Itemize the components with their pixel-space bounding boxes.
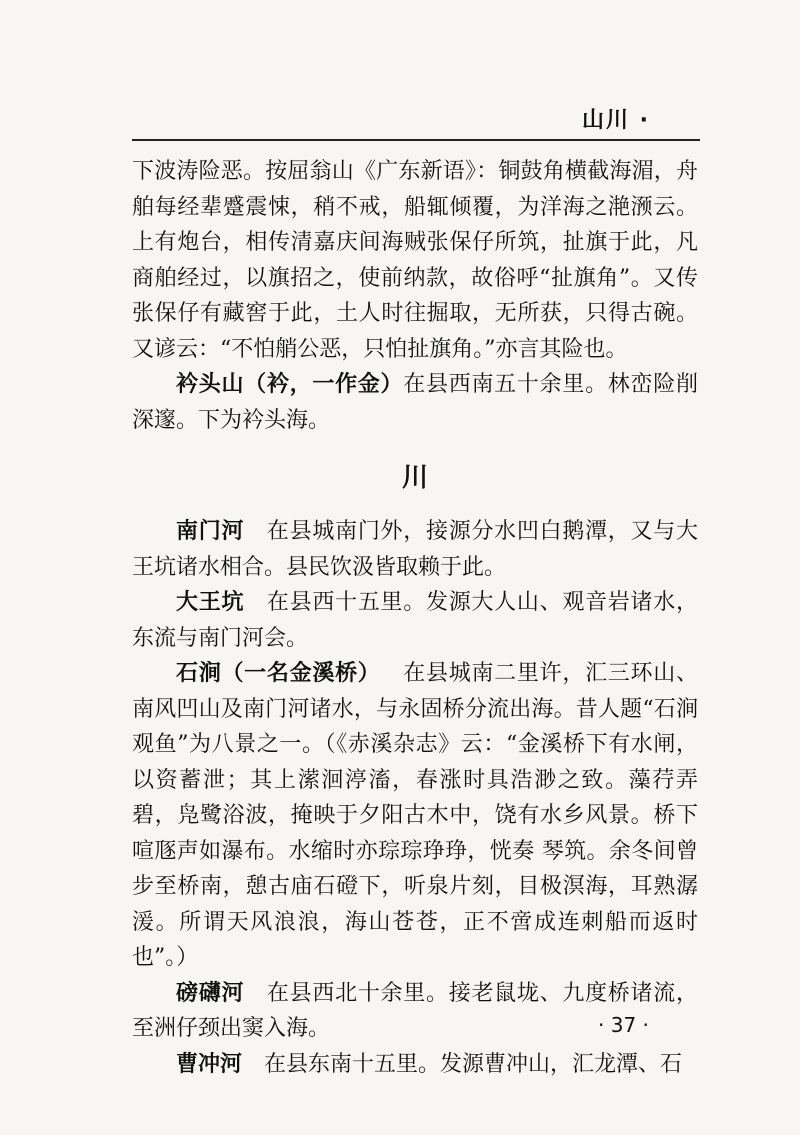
- header-rule: [132, 139, 700, 141]
- entry-shijian: [132, 656, 698, 976]
- page-content: [132, 154, 698, 1082]
- entry-term: 大王坑: [176, 590, 245, 615]
- running-header: 山川 ·: [582, 108, 651, 133]
- entry-term: 南门河: [176, 519, 245, 544]
- entry-term: 曹冲河: [176, 1051, 243, 1077]
- entry-caochong: [132, 1047, 698, 1083]
- entry-dawang: [132, 585, 698, 656]
- entry-term: 衿头山（衿，一作金）: [176, 372, 404, 397]
- entry-term: 磅礴河: [176, 980, 245, 1006]
- section-heading: 川: [401, 463, 428, 493]
- page-number: · 37 ·: [598, 1013, 649, 1037]
- entry-text: 在县西南五十余里。林峦险削深邃。下为衿头海。: [132, 372, 698, 433]
- entry-nanmen: [132, 514, 698, 585]
- entry-text: 在县城南门外，接源分水凹白鹅潭，又与大王坑诸水相合。县民饮汲皆取赖于此。: [132, 519, 698, 580]
- entry-text: 在县西十五里。发源大人山、观音岩诸水，东流与南门河会。: [132, 590, 698, 651]
- entry-lingtou: [132, 367, 698, 438]
- continued-paragraph: 下波涛险恶。按屈翁山《广东新语》：铜鼓角横截海湄，舟舶每经辈蹙震悚，稍不戒，船辄倾覆，为洋海之滟滪云。上有炮台，相传清嘉庆间海贼张保仔所筑，扯旗于此，凡商舶经过，以旗招之，使前纳款，故俗呼“扯旗角”。又传张保仔有藏窖于此，土人时往掘取，无所获，只得古碗。又谚云：“不怕艄公恶，只怕扯旗角。”亦言其险也。: [132, 159, 698, 362]
- entry-term: 石涧（一名金溪桥）: [176, 661, 381, 686]
- entry-text: 在县西北十余里。接老鼠垅、九度桥诸流，至洲仔颈出窦入海。: [132, 980, 698, 1041]
- entry-text: 在县城南二里许，汇三环山、南风凹山及南门河诸水，与永固桥分流出海。昔人题“石涧观鱼”为八景之一。（《赤溪杂志》云：“金溪桥下有水闸，以资蓄泄；其上潆洄渟滀，春涨时具浩渺之致。藻荇弄碧，凫鹭浴波，掩映于夕阳古木中，饶有水乡风景。桥下喧豗声如瀑布。水缩时亦琮琮琤琤，恍奏 琴筑。余冬间曾步至桥南，憩古庙石磴下，听泉片刻，目极溟海，耳熟潺湲。所谓天风浪浪，海山苍苍，正不啻成连刺船而返时也”。）: [132, 661, 698, 970]
- entry-text: 在县东南十五里。发源曹冲山，汇龙潭、石: [264, 1051, 683, 1077]
